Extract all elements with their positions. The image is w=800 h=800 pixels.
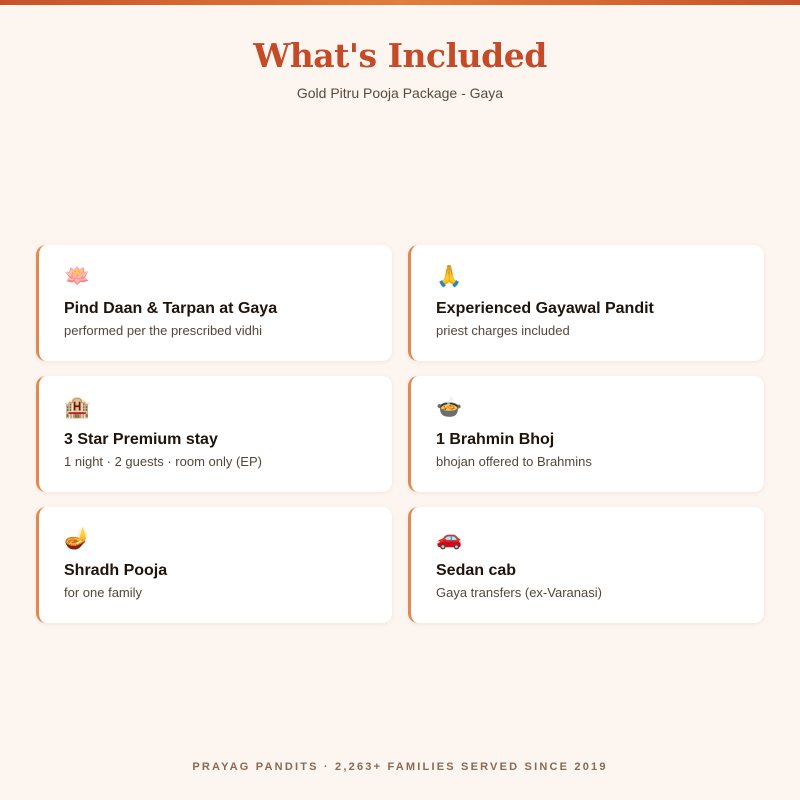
card-description: for one family (64, 585, 143, 600)
hotel-icon: 🏨 (64, 395, 91, 419)
card-title: 3 Star Premium stay (64, 431, 218, 448)
card-title: Sedan cab (436, 562, 517, 579)
diya-lamp-icon: 🪔 (64, 526, 91, 550)
inclusion-card-shradh (36, 507, 392, 623)
food-bowl-icon: 🍲 (436, 395, 463, 419)
card-title: Experienced Gayawal Pandit (436, 300, 654, 317)
card-description: priest charges included (436, 323, 570, 338)
car-icon: 🚗 (436, 526, 463, 550)
card-title: Pind Daan & Tarpan at Gaya (64, 300, 278, 317)
card-title: 1 Brahmin Bhoj (436, 431, 555, 448)
card-description: performed per the prescribed vidhi (64, 323, 262, 338)
card-description: Gaya transfers (ex-Varanasi) (436, 585, 602, 600)
lotus-icon: 🪷 (64, 264, 91, 288)
inclusion-card-stay (36, 376, 392, 492)
card-title: Shradh Pooja (64, 562, 168, 579)
card-description: bhojan offered to Brahmins (436, 454, 592, 469)
page-header (0, 36, 800, 102)
inclusion-card-cab (408, 507, 764, 623)
folded-hands-icon: 🙏 (436, 264, 463, 288)
inclusion-card-pandit (408, 245, 764, 361)
page-title: What's Included (253, 36, 547, 75)
card-description: 1 night · 2 guests · room only (EP) (64, 454, 262, 469)
footer-tagline: PRAYAG PANDITS · 2,263+ FAMILIES SERVED SINCE 2019 (192, 761, 608, 773)
inclusions-grid (36, 245, 764, 623)
top-accent-bar (0, 0, 800, 5)
inclusion-card-bhoj (408, 376, 764, 492)
inclusion-card-pind-daan (36, 245, 392, 361)
page-subtitle: Gold Pitru Pooja Package - Gaya (296, 85, 504, 101)
